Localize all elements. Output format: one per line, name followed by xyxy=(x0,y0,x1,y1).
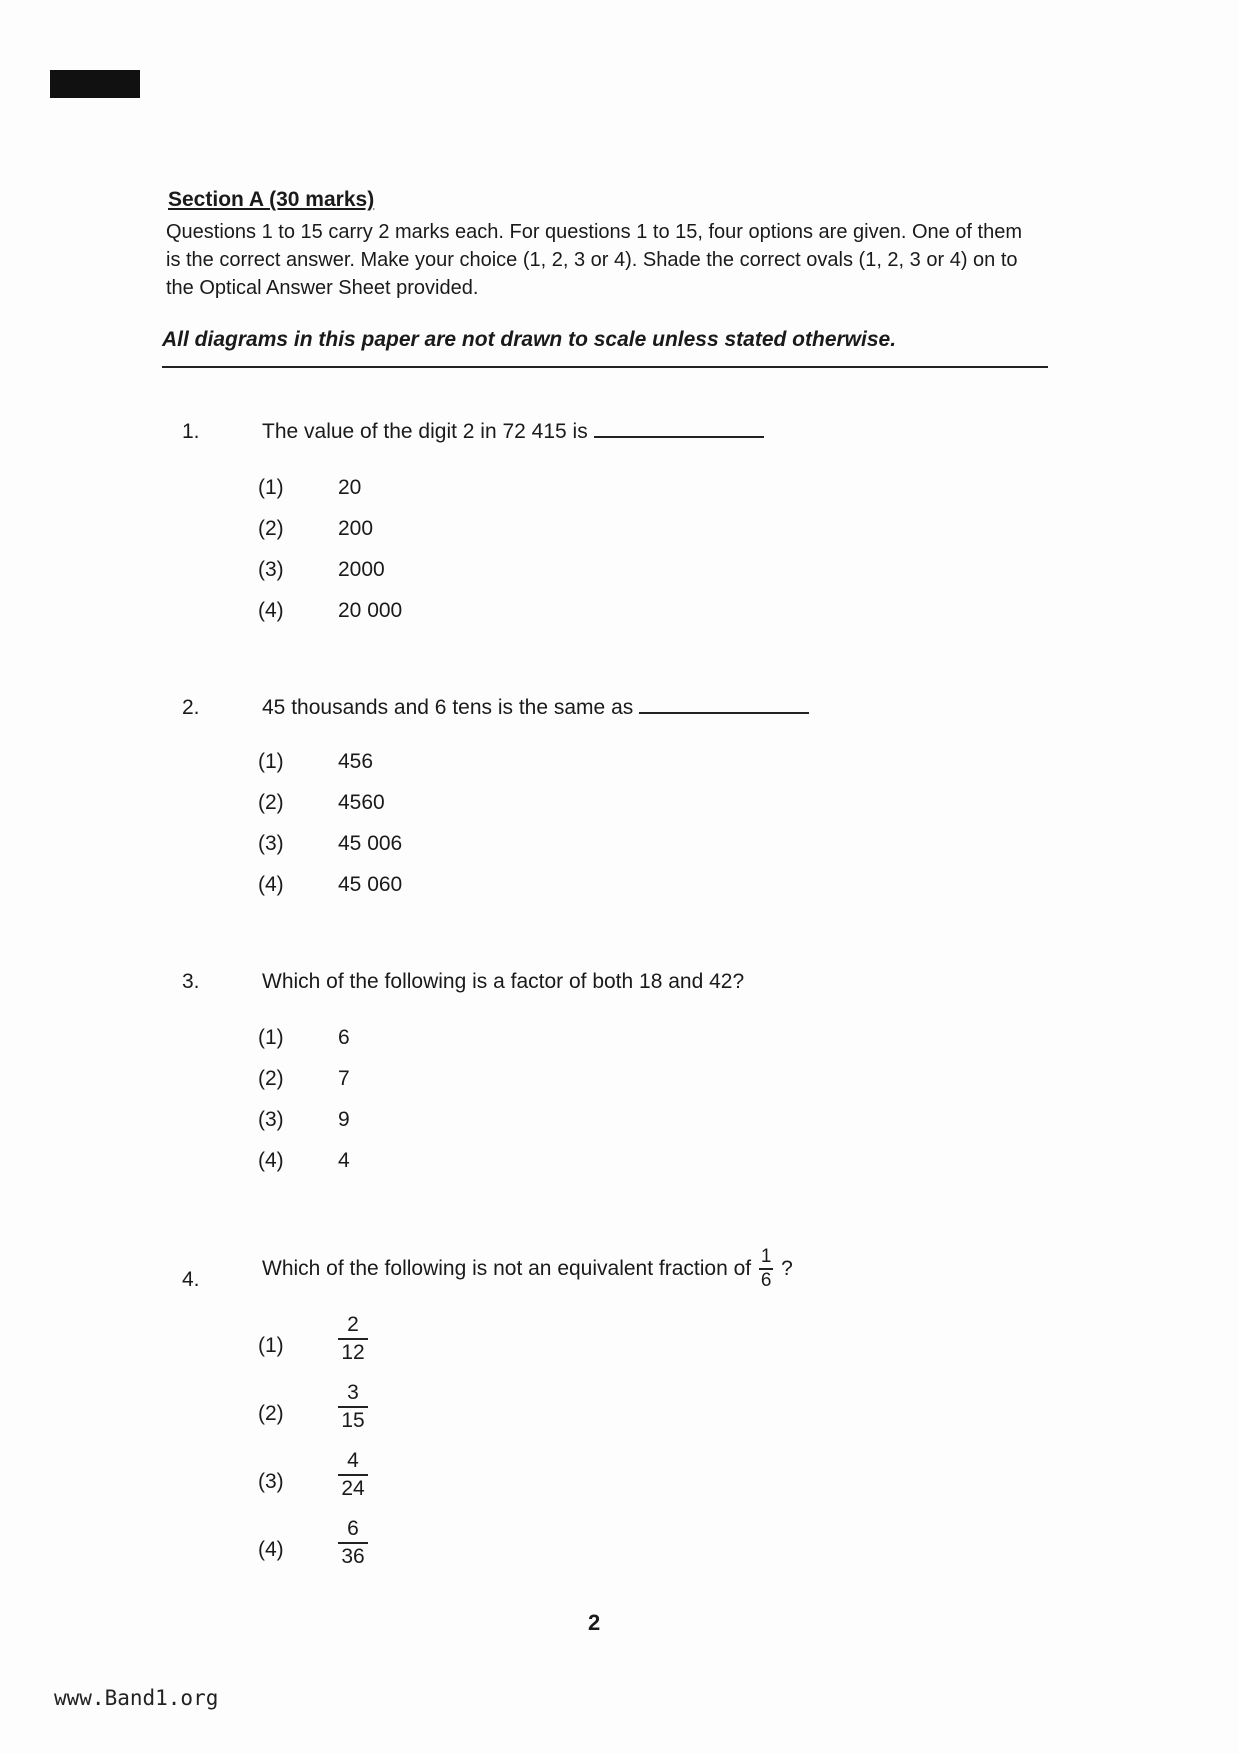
question-text xyxy=(262,696,809,720)
question-text-content: Which of the following is not an equivalent fraction of xyxy=(262,1257,752,1280)
option-value: 4 xyxy=(338,1149,350,1172)
fraction-denominator: 15 xyxy=(341,1409,365,1432)
option-fraction xyxy=(338,1312,368,1366)
option-fraction xyxy=(338,1448,368,1502)
option-value: 456 xyxy=(338,750,374,773)
option-label: (2) xyxy=(258,1402,284,1425)
fraction-numerator: 1 xyxy=(760,1246,772,1267)
footer-url: www.Band1.org xyxy=(54,1686,219,1710)
page-number: 2 xyxy=(588,1610,601,1635)
option-label: (4) xyxy=(258,1149,284,1172)
option-value: 20 xyxy=(338,476,362,499)
option-label: (2) xyxy=(258,517,284,540)
option-value: 7 xyxy=(338,1067,350,1090)
option-label: (4) xyxy=(258,599,284,622)
diagram-note: All diagrams in this paper are not drawn to scale unless stated otherwise. xyxy=(162,328,897,351)
fraction xyxy=(759,1246,773,1292)
option-label: (4) xyxy=(258,1538,284,1561)
option-label: (3) xyxy=(258,558,284,581)
question-number: 2. xyxy=(182,696,200,719)
section-instructions: Questions 1 to 15 carry 2 marks each. For questions 1 to 15, four options are given. One of them is the correct answer. Make your choice (1, 2, 3 or 4). Shade the correct ovals (1, 2, 3 or 4) on to the Optical Answer Sheet provided. xyxy=(166,221,1023,299)
option-value: 45 006 xyxy=(338,832,403,855)
answer-blank xyxy=(594,420,764,438)
fraction-denominator: 12 xyxy=(341,1341,365,1364)
option-label: (1) xyxy=(258,476,284,499)
option-label: (3) xyxy=(258,1108,284,1131)
option-label: (2) xyxy=(258,791,284,814)
redaction-block xyxy=(50,70,140,98)
option-value: 200 xyxy=(338,517,374,540)
option-label: (1) xyxy=(258,1026,284,1049)
option-label: (3) xyxy=(258,832,284,855)
option-value: 9 xyxy=(338,1108,350,1131)
fraction-numerator: 3 xyxy=(347,1381,359,1404)
divider xyxy=(162,366,1048,368)
option-value: 2000 xyxy=(338,558,385,581)
option-label: (1) xyxy=(258,1334,284,1357)
option-label: (1) xyxy=(258,750,284,773)
question-number: 3. xyxy=(182,970,200,993)
fraction-denominator: 24 xyxy=(341,1477,365,1500)
question-text xyxy=(262,1246,793,1292)
option-label: (2) xyxy=(258,1067,284,1090)
question-number: 4. xyxy=(182,1268,200,1291)
option-value: 45 060 xyxy=(338,873,403,896)
answer-blank xyxy=(639,696,809,714)
question-text-content: 45 thousands and 6 tens is the same as xyxy=(262,696,634,719)
option-label: (4) xyxy=(258,873,284,896)
question-number: 1. xyxy=(182,420,200,443)
fraction-numerator: 4 xyxy=(347,1449,359,1472)
question-text: Which of the following is a factor of both 18 and 42? xyxy=(262,970,745,993)
option-label: (3) xyxy=(258,1470,284,1493)
question-text xyxy=(262,420,764,444)
question-text-content: The value of the digit 2 in 72 415 is xyxy=(262,420,588,443)
option-value: 6 xyxy=(338,1026,350,1049)
fraction-denominator: 36 xyxy=(341,1545,365,1568)
fraction-denominator: 6 xyxy=(760,1270,772,1291)
fraction-numerator: 6 xyxy=(347,1517,359,1540)
option-fraction xyxy=(338,1380,368,1434)
option-fraction xyxy=(338,1516,368,1570)
question-end: ? xyxy=(781,1257,793,1280)
fraction-numerator: 2 xyxy=(347,1313,359,1336)
option-value: 4560 xyxy=(338,791,385,814)
option-value: 20 000 xyxy=(338,599,403,622)
section-title: Section A (30 marks) xyxy=(168,188,375,211)
